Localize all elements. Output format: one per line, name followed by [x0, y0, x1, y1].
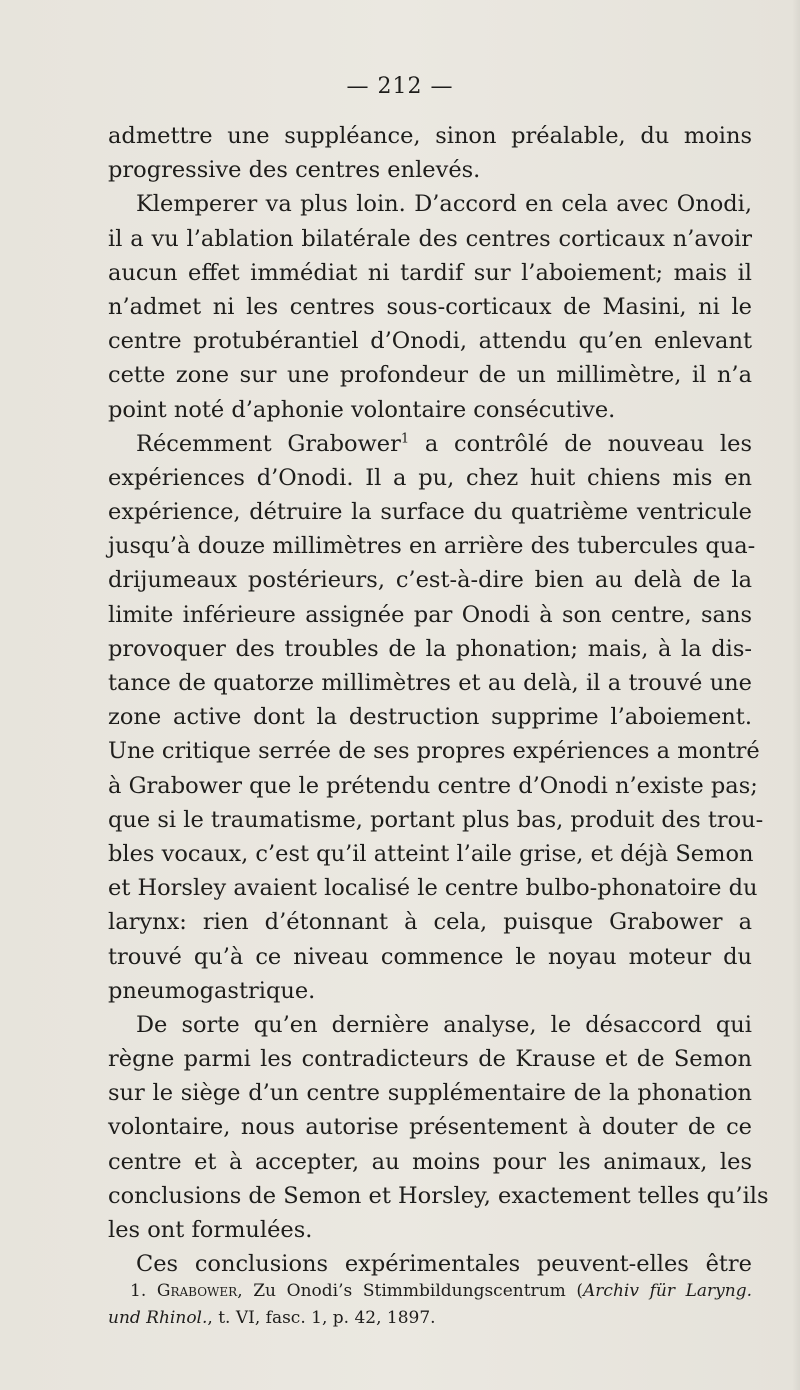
- text-line: règne parmi les contradicteurs de Krause et de Semon: [108, 1046, 752, 1073]
- footnote-number: 1.: [130, 1281, 147, 1301]
- footnotes: [108, 1278, 752, 1332]
- text-line: larynx: rien d’étonnant à cela, puisque Grabower a: [108, 909, 752, 936]
- footnote-journal-cont: und Rhinol.: [108, 1308, 208, 1328]
- body-text: [108, 119, 769, 1281]
- text-fragment: Récemment Grabower: [136, 430, 401, 457]
- text-line: il a vu l’ablation bilatérale des centres corticaux n’avoir: [108, 225, 752, 252]
- text-line: pneumogastrique.: [108, 977, 316, 1004]
- text-line: les ont formulées.: [108, 1217, 313, 1243]
- text-line: sur le siège d’un centre supplémentaire de la phonation: [108, 1080, 752, 1107]
- footnote-line: [108, 1278, 752, 1305]
- text-line: progressive des centres enlevés.: [108, 157, 481, 184]
- text-line: et Horsley avaient localisé le centre bulbo-phonatoire du: [108, 875, 758, 902]
- text-line: aucun effet immédiat ni tardif sur l’aboiement; mais il: [108, 259, 752, 286]
- text-line: à Grabower que le prétendu centre d’Onodi n’existe pas;: [108, 772, 758, 799]
- text-line: expérience, détruire la surface du quatrième ventricule: [108, 499, 752, 526]
- text-line: De sorte qu’en dernière analyse, le désaccord qui: [136, 1011, 752, 1038]
- footnote-marker: 1: [400, 431, 410, 447]
- text-line: n’admet ni les centres sous-corticaux de Masini, ni le: [108, 293, 752, 320]
- text-line: drijumeaux postérieurs, c’est-à-dire bien au delà de la: [108, 567, 752, 594]
- text-line: Klemperer va plus loin. D’accord en cela avec Onodi,: [136, 191, 752, 218]
- text-line: jusqu’à douze millimètres en arrière des tubercules qua-: [108, 533, 756, 560]
- text-line: zone active dont la destruction supprime l’aboiement.: [108, 704, 752, 731]
- text-line: admettre une suppléance, sinon préalable, du moins: [108, 123, 752, 149]
- footnote-title: , Zu Onodi’s Stimmbildungscentrum (: [237, 1281, 584, 1301]
- page-number: — 212 —: [346, 74, 454, 99]
- text-line: tance de quatorze millimètres et au delà, il a trouvé une: [108, 670, 752, 696]
- footnote-details: , t. VI, fasc. 1, p. 42, 1897.: [207, 1308, 436, 1328]
- text-line: volontaire, nous autorise présentement à douter de ce: [108, 1114, 752, 1141]
- text-line: Ces conclusions expérimentales peuvent-elles être: [136, 1251, 752, 1278]
- text-line: centre protubérantiel d’Onodi, attendu qu’en enlevant: [108, 328, 752, 355]
- text-line: trouvé qu’à ce niveau commence le noyau moteur du: [108, 943, 752, 970]
- footnote-line: [108, 1305, 752, 1332]
- text-line: que si le traumatisme, portant plus bas, produit des trou-: [108, 806, 764, 833]
- text-line: Une critique serrée de ses propres expériences a montré: [108, 738, 760, 765]
- text-line: provoquer des troubles de la phonation; mais, à la dis-: [108, 635, 752, 662]
- text-fragment: a contrôlé de nouveau les: [409, 430, 752, 457]
- text-line: conclusions de Semon et Horsley, exactement telles qu’ils: [108, 1182, 769, 1209]
- footnote-journal: Archiv für Laryng.: [583, 1281, 752, 1301]
- footnote-author: Grabower: [156, 1281, 238, 1301]
- text-line: limite inférieure assignée par Onodi à son centre, sans: [108, 601, 752, 628]
- text-line: centre et à accepter, au moins pour les animaux, les: [108, 1148, 752, 1175]
- text-line: expériences d’Onodi. Il a pu, chez huit chiens mis en: [108, 464, 752, 491]
- text-line: point noté d’aphonie volontaire consécutive.: [108, 396, 616, 423]
- text-line: bles vocaux, c’est qu’il atteint l’aile grise, et déjà Semon: [108, 840, 754, 867]
- page-edge-shadow: [792, 0, 800, 1390]
- text-line: cette zone sur une profondeur de un millimètre, il n’a: [108, 362, 752, 389]
- text-line: [108, 427, 752, 461]
